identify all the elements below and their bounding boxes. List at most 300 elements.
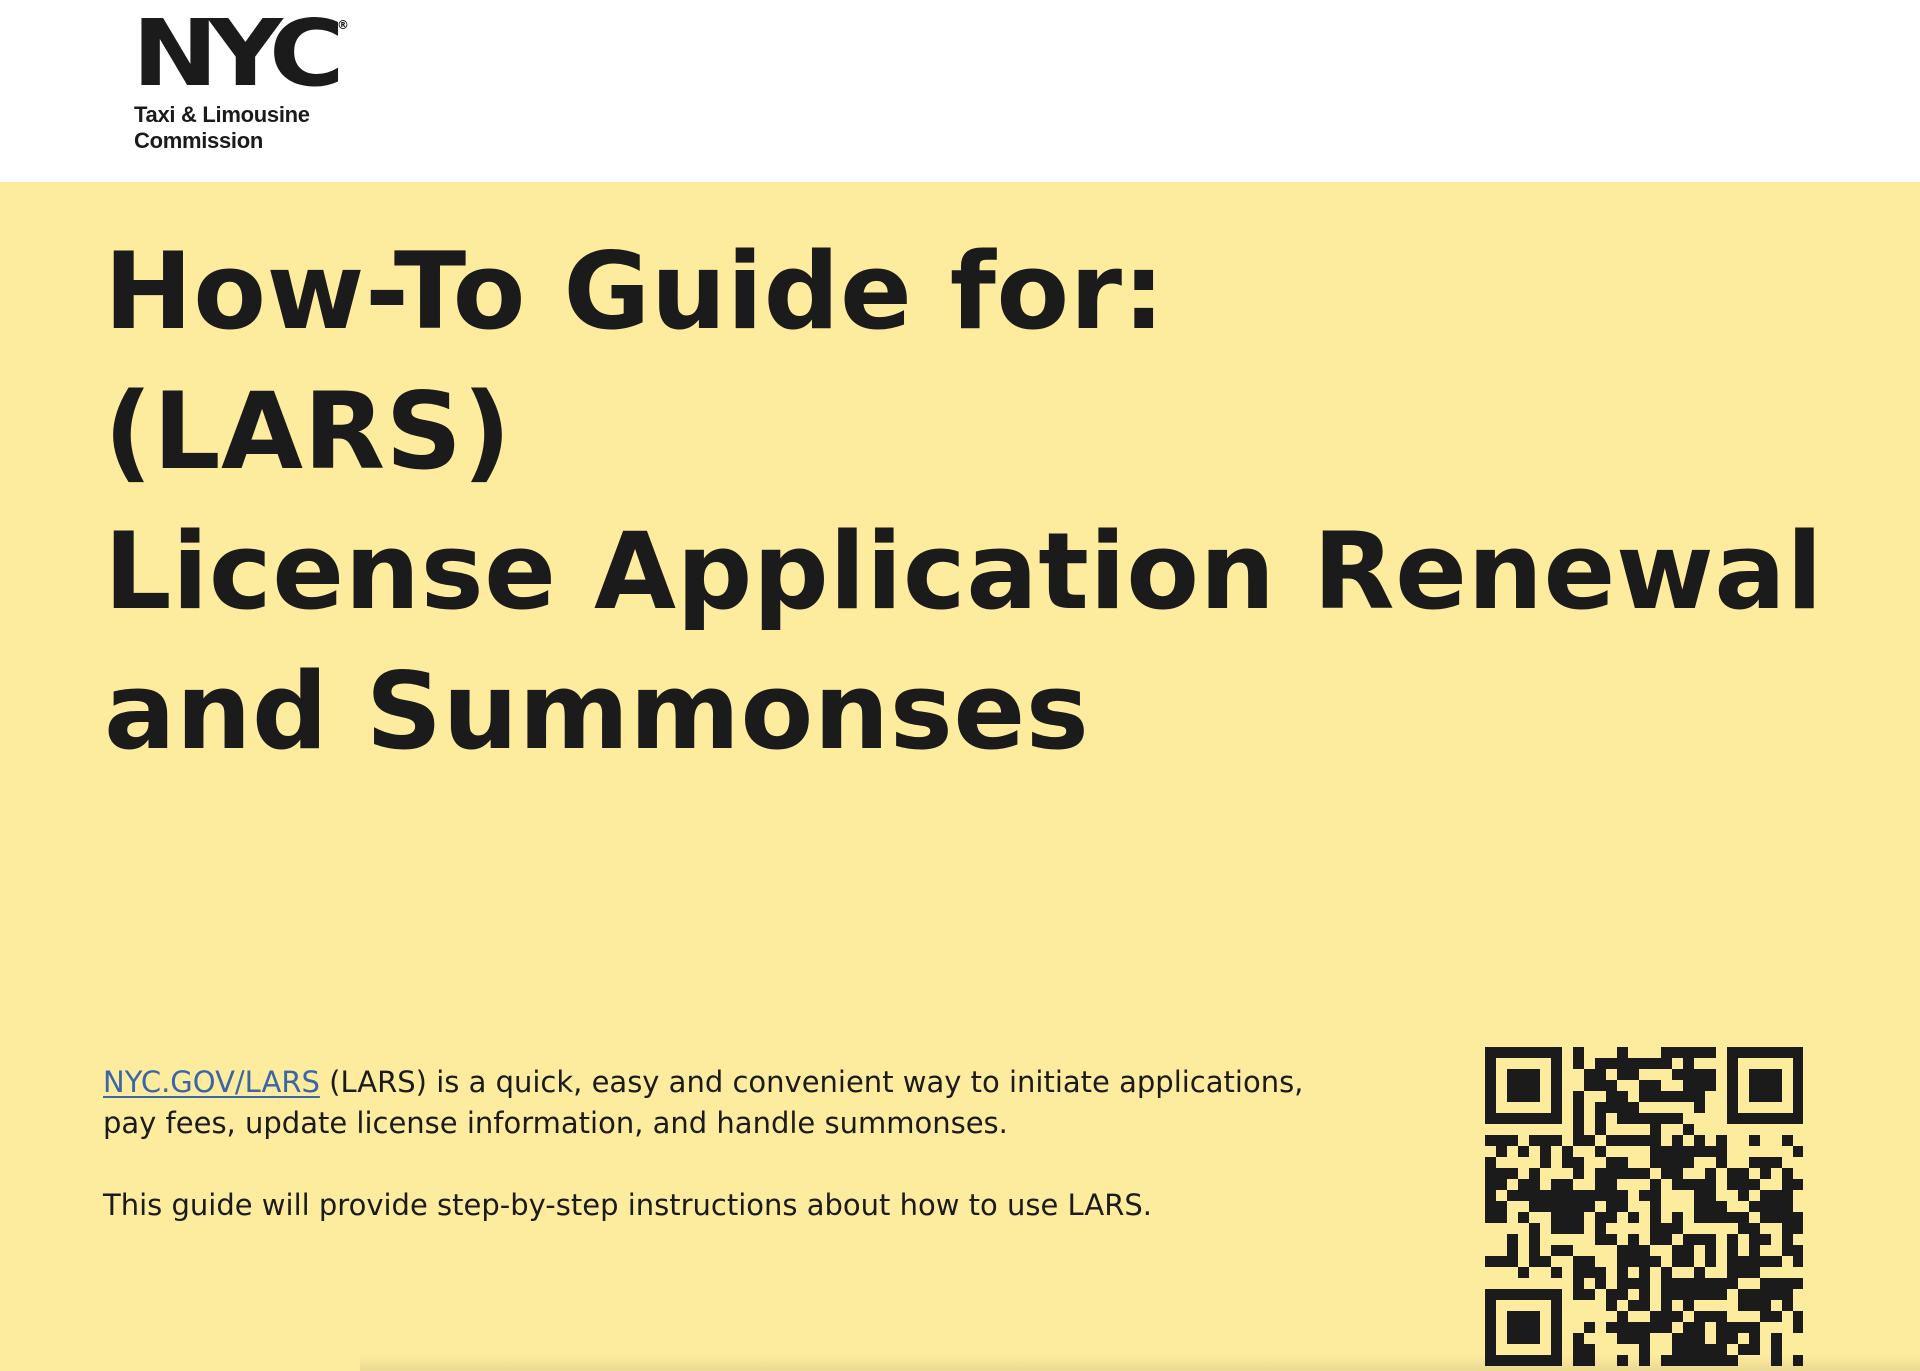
qr-module bbox=[1771, 1190, 1782, 1201]
qr-module bbox=[1507, 1289, 1518, 1300]
qr-module bbox=[1705, 1190, 1716, 1201]
qr-module bbox=[1639, 1080, 1650, 1091]
qr-module bbox=[1661, 1113, 1672, 1124]
qr-module bbox=[1551, 1080, 1562, 1091]
qr-module bbox=[1650, 1223, 1661, 1234]
qr-module bbox=[1683, 1069, 1694, 1080]
qr-module bbox=[1771, 1080, 1782, 1091]
qr-module bbox=[1727, 1322, 1738, 1333]
qr-module bbox=[1639, 1190, 1650, 1201]
qr-module bbox=[1727, 1047, 1738, 1058]
qr-module bbox=[1551, 1245, 1562, 1256]
qr-module bbox=[1584, 1256, 1595, 1267]
qr-module bbox=[1749, 1289, 1760, 1300]
qr-module bbox=[1749, 1201, 1760, 1212]
qr-module bbox=[1529, 1245, 1540, 1256]
qr-module bbox=[1485, 1135, 1496, 1146]
page-title bbox=[104, 222, 1864, 782]
qr-module bbox=[1694, 1201, 1705, 1212]
qr-module bbox=[1705, 1069, 1716, 1080]
qr-module bbox=[1694, 1289, 1705, 1300]
qr-module bbox=[1760, 1069, 1771, 1080]
qr-module bbox=[1650, 1190, 1661, 1201]
qr-module bbox=[1782, 1047, 1793, 1058]
qr-module bbox=[1507, 1113, 1518, 1124]
qr-module bbox=[1562, 1190, 1573, 1201]
qr-module bbox=[1617, 1157, 1628, 1168]
qr-module bbox=[1760, 1201, 1771, 1212]
qr-module bbox=[1749, 1267, 1760, 1278]
qr-module bbox=[1628, 1113, 1639, 1124]
qr-module bbox=[1529, 1234, 1540, 1245]
qr-module bbox=[1716, 1278, 1727, 1289]
qr-module bbox=[1705, 1278, 1716, 1289]
qr-module bbox=[1507, 1256, 1518, 1267]
qr-module bbox=[1694, 1333, 1705, 1344]
qr-module bbox=[1650, 1124, 1661, 1135]
qr-module bbox=[1529, 1179, 1540, 1190]
qr-module bbox=[1551, 1289, 1562, 1300]
qr-module bbox=[1639, 1278, 1650, 1289]
qr-module bbox=[1760, 1300, 1771, 1311]
qr-module bbox=[1782, 1201, 1793, 1212]
qr-module bbox=[1793, 1113, 1803, 1124]
qr-module bbox=[1551, 1047, 1562, 1058]
qr-module bbox=[1705, 1289, 1716, 1300]
qr-module bbox=[1760, 1113, 1771, 1124]
qr-module bbox=[1595, 1168, 1606, 1179]
qr-module bbox=[1573, 1289, 1584, 1300]
qr-module bbox=[1529, 1333, 1540, 1344]
qr-module bbox=[1529, 1113, 1540, 1124]
qr-module bbox=[1551, 1069, 1562, 1080]
qr-module bbox=[1672, 1311, 1683, 1322]
qr-module bbox=[1716, 1135, 1727, 1146]
intro-text bbox=[103, 1062, 1423, 1226]
qr-module bbox=[1639, 1135, 1650, 1146]
qr-module bbox=[1782, 1245, 1793, 1256]
qr-module bbox=[1617, 1113, 1628, 1124]
qr-module bbox=[1661, 1300, 1672, 1311]
qr-module bbox=[1639, 1091, 1650, 1102]
qr-module bbox=[1507, 1069, 1518, 1080]
qr-module bbox=[1573, 1212, 1584, 1223]
qr-module bbox=[1683, 1047, 1694, 1058]
qr-module bbox=[1529, 1256, 1540, 1267]
qr-module bbox=[1507, 1091, 1518, 1102]
qr-module bbox=[1650, 1080, 1661, 1091]
qr-module bbox=[1672, 1212, 1683, 1223]
qr-module bbox=[1628, 1135, 1639, 1146]
qr-module bbox=[1650, 1256, 1661, 1267]
qr-module bbox=[1617, 1058, 1628, 1069]
qr-module bbox=[1606, 1289, 1617, 1300]
qr-module bbox=[1606, 1080, 1617, 1091]
qr-module bbox=[1485, 1289, 1496, 1300]
qr-module bbox=[1749, 1223, 1760, 1234]
qr-module bbox=[1485, 1168, 1496, 1179]
qr-module bbox=[1749, 1157, 1760, 1168]
title-line-4: and Summonses bbox=[104, 650, 1090, 773]
qr-module bbox=[1683, 1344, 1694, 1355]
qr-module bbox=[1639, 1267, 1650, 1278]
qr-module bbox=[1562, 1212, 1573, 1223]
qr-module bbox=[1694, 1267, 1705, 1278]
qr-module bbox=[1595, 1080, 1606, 1091]
qr-module bbox=[1529, 1190, 1540, 1201]
qr-module bbox=[1760, 1256, 1771, 1267]
qr-module bbox=[1529, 1289, 1540, 1300]
qr-module bbox=[1782, 1135, 1793, 1146]
qr-module bbox=[1738, 1344, 1749, 1355]
qr-module bbox=[1727, 1333, 1738, 1344]
qr-module bbox=[1617, 1333, 1628, 1344]
qr-module bbox=[1628, 1245, 1639, 1256]
qr-module bbox=[1650, 1135, 1661, 1146]
qr-module bbox=[1507, 1135, 1518, 1146]
qr-module bbox=[1584, 1344, 1595, 1355]
qr-module bbox=[1518, 1091, 1529, 1102]
qr-module bbox=[1496, 1135, 1507, 1146]
qr-module bbox=[1760, 1168, 1771, 1179]
qr-module bbox=[1749, 1300, 1760, 1311]
qr-module bbox=[1518, 1069, 1529, 1080]
qr-module bbox=[1672, 1157, 1683, 1168]
qr-module bbox=[1771, 1069, 1782, 1080]
qr-module bbox=[1573, 1102, 1584, 1113]
qr-module bbox=[1518, 1289, 1529, 1300]
qr-module bbox=[1485, 1333, 1496, 1344]
qr-module bbox=[1507, 1234, 1518, 1245]
qr-module bbox=[1518, 1267, 1529, 1278]
qr-module bbox=[1540, 1047, 1551, 1058]
qr-module bbox=[1584, 1190, 1595, 1201]
page-edge-shadow bbox=[360, 1355, 1920, 1371]
qr-module bbox=[1496, 1113, 1507, 1124]
qr-module bbox=[1705, 1311, 1716, 1322]
qr-module bbox=[1595, 1102, 1606, 1113]
qr-module bbox=[1727, 1168, 1738, 1179]
qr-module bbox=[1793, 1091, 1803, 1102]
qr-module bbox=[1727, 1058, 1738, 1069]
qr-module bbox=[1727, 1102, 1738, 1113]
qr-module bbox=[1782, 1289, 1793, 1300]
qr-module bbox=[1639, 1245, 1650, 1256]
qr-module bbox=[1595, 1267, 1606, 1278]
qr-module bbox=[1551, 1223, 1562, 1234]
qr-module bbox=[1606, 1091, 1617, 1102]
qr-module bbox=[1749, 1322, 1760, 1333]
qr-module bbox=[1716, 1322, 1727, 1333]
qr-module bbox=[1507, 1333, 1518, 1344]
qr-module bbox=[1639, 1333, 1650, 1344]
qr-module bbox=[1727, 1069, 1738, 1080]
qr-module bbox=[1705, 1080, 1716, 1091]
qr-module bbox=[1694, 1190, 1705, 1201]
qr-module bbox=[1760, 1234, 1771, 1245]
qr-code-graphic bbox=[1485, 1047, 1803, 1371]
qr-module bbox=[1749, 1256, 1760, 1267]
qr-module bbox=[1727, 1179, 1738, 1190]
qr-module bbox=[1518, 1047, 1529, 1058]
qr-module bbox=[1496, 1289, 1507, 1300]
lars-link[interactable]: NYC.GOV/LARS bbox=[103, 1065, 320, 1099]
qr-module bbox=[1551, 1201, 1562, 1212]
qr-module bbox=[1672, 1091, 1683, 1102]
qr-module bbox=[1705, 1047, 1716, 1058]
qr-module bbox=[1639, 1344, 1650, 1355]
qr-module bbox=[1650, 1058, 1661, 1069]
qr-module bbox=[1760, 1047, 1771, 1058]
qr-module bbox=[1551, 1135, 1562, 1146]
qr-module bbox=[1584, 1080, 1595, 1091]
qr-module bbox=[1793, 1322, 1803, 1333]
qr-module bbox=[1485, 1157, 1496, 1168]
qr-module bbox=[1793, 1311, 1803, 1322]
qr-module bbox=[1639, 1289, 1650, 1300]
nyc-tlc-logo[interactable] bbox=[132, 0, 352, 153]
qr-module bbox=[1573, 1058, 1584, 1069]
qr-module bbox=[1727, 1234, 1738, 1245]
qr-module bbox=[1749, 1080, 1760, 1091]
qr-module bbox=[1617, 1311, 1628, 1322]
qr-module bbox=[1672, 1047, 1683, 1058]
qr-module bbox=[1584, 1289, 1595, 1300]
qr-module bbox=[1749, 1234, 1760, 1245]
qr-module bbox=[1540, 1157, 1551, 1168]
qr-module bbox=[1518, 1179, 1529, 1190]
qr-module bbox=[1617, 1135, 1628, 1146]
qr-module bbox=[1727, 1091, 1738, 1102]
qr-module bbox=[1650, 1201, 1661, 1212]
qr-module bbox=[1507, 1311, 1518, 1322]
qr-module bbox=[1727, 1256, 1738, 1267]
qr-module bbox=[1617, 1201, 1628, 1212]
qr-module bbox=[1617, 1190, 1628, 1201]
qr-module bbox=[1760, 1080, 1771, 1091]
qr-module bbox=[1529, 1311, 1540, 1322]
qr-module bbox=[1496, 1168, 1507, 1179]
qr-module bbox=[1518, 1311, 1529, 1322]
qr-module bbox=[1760, 1091, 1771, 1102]
qr-module bbox=[1485, 1058, 1496, 1069]
qr-module bbox=[1606, 1179, 1617, 1190]
registered-mark: ® bbox=[337, 18, 349, 32]
qr-module bbox=[1683, 1080, 1694, 1091]
qr-module bbox=[1518, 1113, 1529, 1124]
qr-module bbox=[1617, 1069, 1628, 1080]
qr-module bbox=[1771, 1278, 1782, 1289]
qr-module bbox=[1749, 1047, 1760, 1058]
qr-module bbox=[1738, 1223, 1749, 1234]
qr-module bbox=[1683, 1234, 1694, 1245]
qr-module bbox=[1518, 1190, 1529, 1201]
qr-module bbox=[1628, 1212, 1639, 1223]
qr-module bbox=[1617, 1289, 1628, 1300]
qr-module bbox=[1595, 1190, 1606, 1201]
qr-module bbox=[1782, 1278, 1793, 1289]
qr-module bbox=[1683, 1146, 1694, 1157]
qr-module bbox=[1716, 1201, 1727, 1212]
qr-module bbox=[1694, 1135, 1705, 1146]
qr-module bbox=[1672, 1146, 1683, 1157]
qr-module bbox=[1639, 1256, 1650, 1267]
qr-module bbox=[1771, 1344, 1782, 1355]
qr-module bbox=[1628, 1333, 1639, 1344]
qr-module bbox=[1573, 1267, 1584, 1278]
qr-module bbox=[1694, 1080, 1705, 1091]
qr-module bbox=[1683, 1124, 1694, 1135]
qr-module bbox=[1507, 1190, 1518, 1201]
qr-module bbox=[1606, 1300, 1617, 1311]
qr-module bbox=[1551, 1179, 1562, 1190]
qr-module bbox=[1518, 1333, 1529, 1344]
title-line-1: How-To Guide for: bbox=[104, 230, 1166, 353]
qr-module bbox=[1573, 1124, 1584, 1135]
intro-paragraph-1-text: (LARS) is a quick, easy and convenient way to initiate applications, bbox=[319, 1065, 1304, 1099]
qr-module bbox=[1617, 1168, 1628, 1179]
qr-module bbox=[1683, 1091, 1694, 1102]
qr-module bbox=[1683, 1278, 1694, 1289]
qr-module bbox=[1573, 1333, 1584, 1344]
qr-module bbox=[1683, 1322, 1694, 1333]
header bbox=[0, 0, 1920, 182]
qr-module bbox=[1518, 1146, 1529, 1157]
intro-paragraph-2: This guide will provide step-by-step instructions about how to use LARS. bbox=[103, 1188, 1152, 1222]
qr-module bbox=[1793, 1069, 1803, 1080]
qr-module bbox=[1606, 1058, 1617, 1069]
qr-module bbox=[1606, 1322, 1617, 1333]
qr-module bbox=[1793, 1223, 1803, 1234]
qr-module bbox=[1485, 1190, 1496, 1201]
qr-module bbox=[1606, 1157, 1617, 1168]
qr-module bbox=[1562, 1201, 1573, 1212]
qr-module bbox=[1672, 1179, 1683, 1190]
qr-module bbox=[1771, 1256, 1782, 1267]
qr-module bbox=[1628, 1234, 1639, 1245]
qr-module bbox=[1716, 1212, 1727, 1223]
qr-module bbox=[1760, 1212, 1771, 1223]
qr-module bbox=[1771, 1157, 1782, 1168]
qr-module bbox=[1793, 1256, 1803, 1267]
qr-module bbox=[1617, 1278, 1628, 1289]
qr-module bbox=[1606, 1168, 1617, 1179]
qr-module bbox=[1793, 1058, 1803, 1069]
qr-module bbox=[1694, 1146, 1705, 1157]
qr-module bbox=[1650, 1113, 1661, 1124]
qr-module bbox=[1606, 1135, 1617, 1146]
qr-module bbox=[1551, 1058, 1562, 1069]
qr-module bbox=[1573, 1135, 1584, 1146]
qr-module bbox=[1683, 1245, 1694, 1256]
qr-module bbox=[1672, 1168, 1683, 1179]
qr-module bbox=[1738, 1047, 1749, 1058]
qr-module bbox=[1551, 1091, 1562, 1102]
qr-module bbox=[1584, 1322, 1595, 1333]
qr-module bbox=[1793, 1245, 1803, 1256]
qr-module bbox=[1672, 1135, 1683, 1146]
qr-module bbox=[1760, 1289, 1771, 1300]
qr-module bbox=[1562, 1157, 1573, 1168]
qr-module bbox=[1617, 1322, 1628, 1333]
qr-module bbox=[1683, 1300, 1694, 1311]
qr-module bbox=[1628, 1256, 1639, 1267]
qr-module bbox=[1617, 1102, 1628, 1113]
qr-module bbox=[1595, 1058, 1606, 1069]
qr-module bbox=[1551, 1267, 1562, 1278]
qr-module bbox=[1485, 1201, 1496, 1212]
qr-module bbox=[1672, 1344, 1683, 1355]
qr-module bbox=[1727, 1245, 1738, 1256]
qr-module bbox=[1485, 1113, 1496, 1124]
qr-module bbox=[1749, 1179, 1760, 1190]
qr-module bbox=[1672, 1333, 1683, 1344]
qr-module bbox=[1562, 1179, 1573, 1190]
qr-module bbox=[1683, 1179, 1694, 1190]
qr-module bbox=[1727, 1278, 1738, 1289]
qr-module bbox=[1661, 1278, 1672, 1289]
qr-module bbox=[1485, 1069, 1496, 1080]
qr-module bbox=[1771, 1113, 1782, 1124]
qr-module bbox=[1694, 1344, 1705, 1355]
qr-module bbox=[1650, 1212, 1661, 1223]
qr-module bbox=[1738, 1168, 1749, 1179]
qr-module bbox=[1584, 1135, 1595, 1146]
qr-module bbox=[1661, 1168, 1672, 1179]
qr-module bbox=[1694, 1311, 1705, 1322]
qr-module bbox=[1540, 1201, 1551, 1212]
qr-module bbox=[1738, 1212, 1749, 1223]
qr-module bbox=[1496, 1256, 1507, 1267]
qr-module bbox=[1782, 1223, 1793, 1234]
qr-module bbox=[1793, 1102, 1803, 1113]
qr-module bbox=[1529, 1047, 1540, 1058]
qr-module bbox=[1683, 1289, 1694, 1300]
qr-module bbox=[1727, 1113, 1738, 1124]
qr-module bbox=[1705, 1179, 1716, 1190]
qr-module bbox=[1793, 1179, 1803, 1190]
qr-module bbox=[1661, 1047, 1672, 1058]
qr-module bbox=[1661, 1322, 1672, 1333]
qr-module bbox=[1650, 1234, 1661, 1245]
qr-module bbox=[1606, 1234, 1617, 1245]
qr-module bbox=[1551, 1300, 1562, 1311]
qr-module bbox=[1661, 1289, 1672, 1300]
qr-module bbox=[1551, 1190, 1562, 1201]
qr-module bbox=[1562, 1146, 1573, 1157]
qr-module bbox=[1705, 1212, 1716, 1223]
qr-module bbox=[1738, 1113, 1749, 1124]
qr-module bbox=[1485, 1179, 1496, 1190]
qr-module bbox=[1771, 1091, 1782, 1102]
qr-module bbox=[1639, 1113, 1650, 1124]
qr-module bbox=[1738, 1289, 1749, 1300]
qr-module bbox=[1628, 1300, 1639, 1311]
qr-module bbox=[1540, 1135, 1551, 1146]
qr-module bbox=[1727, 1267, 1738, 1278]
qr-module bbox=[1485, 1344, 1496, 1355]
qr-module bbox=[1507, 1047, 1518, 1058]
qr-module bbox=[1584, 1267, 1595, 1278]
qr-module bbox=[1628, 1168, 1639, 1179]
qr-module bbox=[1617, 1245, 1628, 1256]
qr-module bbox=[1485, 1102, 1496, 1113]
qr-module bbox=[1749, 1113, 1760, 1124]
qr-module bbox=[1771, 1289, 1782, 1300]
qr-module bbox=[1529, 1223, 1540, 1234]
qr-code-icon[interactable] bbox=[1485, 1047, 1803, 1371]
qr-module bbox=[1485, 1047, 1496, 1058]
